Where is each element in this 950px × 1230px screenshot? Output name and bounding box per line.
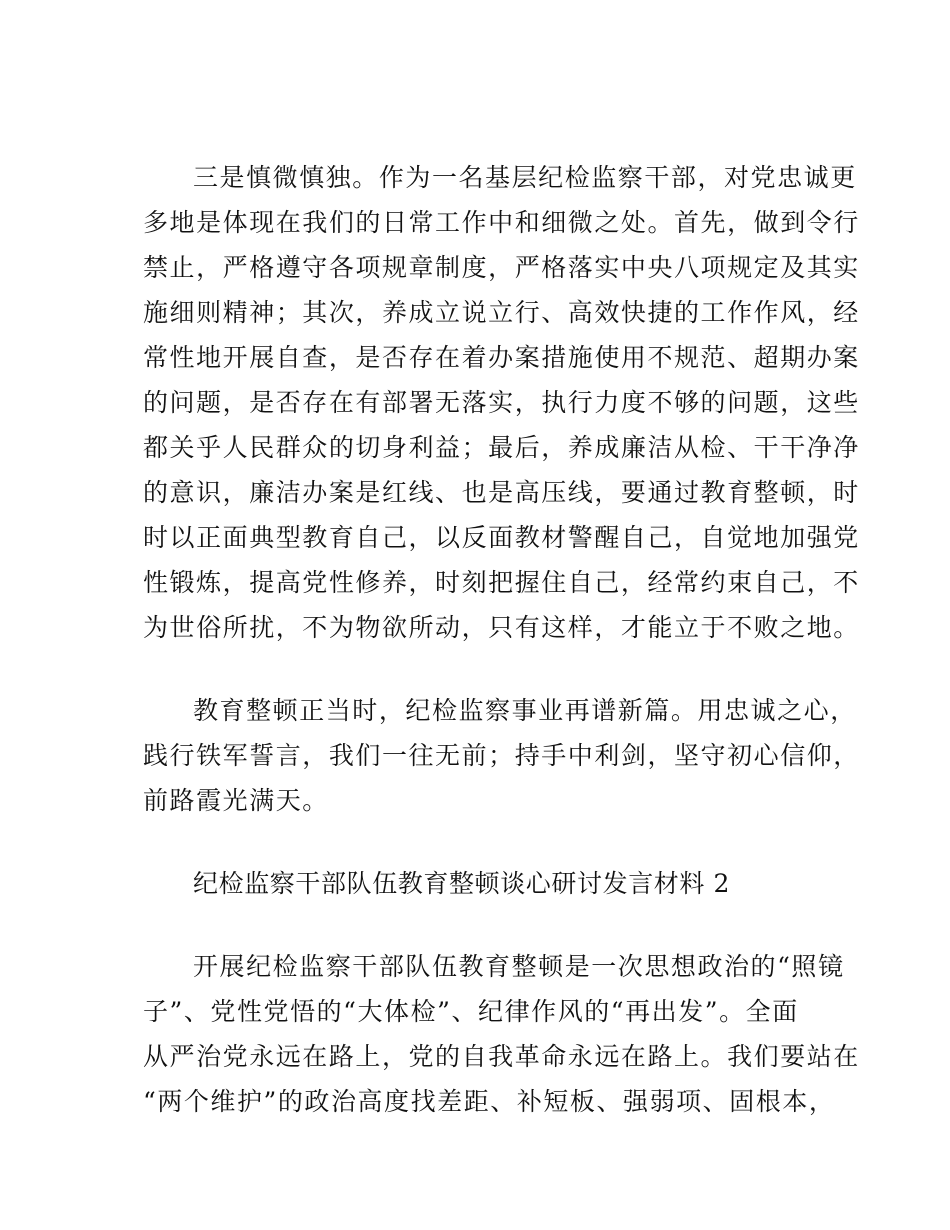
text-line: 子”、党性党悟的“大体检”、纪律作风的“再出发”。全面	[143, 997, 799, 1026]
paragraph-intro	[143, 944, 860, 1124]
text-line: 教育整顿正当时，纪检监察事业再谱新篇。用忠诚之心，	[193, 696, 857, 725]
section-heading	[143, 861, 810, 906]
text-line: 开展纪检监察干部队伍教育整顿是一次思想政治的“照镜	[193, 952, 845, 981]
text-line: 的意识，廉洁办案是红线、也是高压线，要通过教育整顿，时	[143, 478, 860, 507]
text-line: 三是慎微慎独。作为一名基层纪检监察干部，对党忠诚更	[193, 163, 857, 192]
paragraph-prudence	[143, 155, 860, 650]
text-line: 为世俗所扰，不为物欲所动，只有这样，才能立于不败之地。	[143, 613, 860, 642]
text-line: 施细则精神；其次，养成立说立行、高效快捷的工作作风，经	[143, 298, 860, 327]
text-line: 性锻炼，提高党性修养，时刻把握住自己，经常约束自己，不	[143, 568, 860, 597]
text-line: 常性地开展自查，是否存在着办案措施使用不规范、超期办案	[143, 343, 860, 372]
text-line: “两个维护”的政治高度找差距、补短板、强弱项、固根本，	[143, 1087, 836, 1116]
text-line: 时以正面典型教育自己，以反面教材警醒自己，自觉地加强党	[143, 523, 860, 552]
text-line: 禁止，严格遵守各项规章制度，严格落实中央八项规定及其实	[143, 253, 860, 282]
text-line: 从严治党永远在路上，党的自我革命永远在路上。我们要站在	[143, 1042, 860, 1071]
heading-text: 纪检监察干部队伍教育整顿谈心研讨发言材料 2	[193, 869, 731, 898]
text-line: 的问题，是否存在有部署无落实，执行力度不够的问题，这些	[143, 388, 860, 417]
paragraph-conclusion	[143, 688, 860, 823]
text-line: 前路霞光满天。	[143, 786, 329, 815]
text-line: 多地是体现在我们的日常工作中和细微之处。首先，做到令行	[143, 208, 860, 237]
text-line: 践行铁军誓言，我们一往无前；持手中利剑，坚守初心信仰，	[143, 741, 860, 770]
text-line: 都关乎人民群众的切身利益；最后，养成廉洁从检、干干净净	[143, 433, 860, 462]
